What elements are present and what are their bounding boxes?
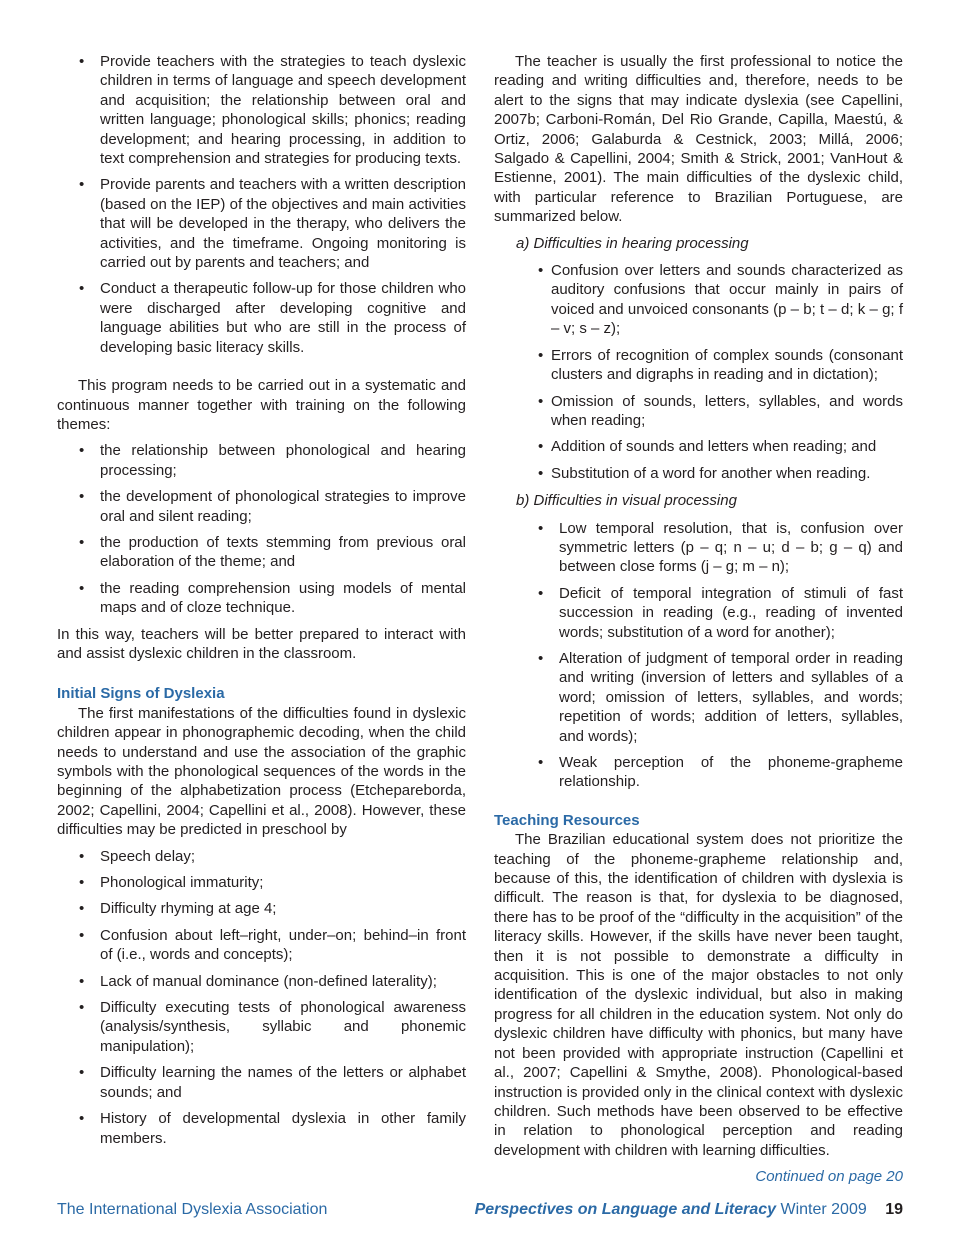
signs-bullet-list <box>57 847 466 1148</box>
right-column <box>494 52 903 1187</box>
list-item: • Difficulty rhyming at age 4; <box>57 899 466 918</box>
teaching-resources-paragraph: The Brazilian educational system does not prioritize the teaching of the phoneme-grapheme relationship and, because of this, the identification of children with dyslexia is difficult. The reason is that, for dyslexia to be diagnosed, there has to be proof of the “difficulty in the acquisition” of the literacy skills. However, if the skills have never been taught, then it is not possible to demonstrate a difficulty in acquisition. This is one of the major obstacles to not only identification of the dyslexic individual, but also in making progress for all children in the education system. Not only do dyslexic children have difficulty with phonics, but many have not been provided with appropriate instruction (Capellini et al., 2007; Capellini & Smythe, 2008). Phonological-based instruction is provided only in the clinical context with dyslexic children. Such methods have been observed to be effective in relation to phonological perception and reading development with children with learning difficulties. <box>494 831 903 1159</box>
list-item: • Omission of sounds, letters, syllables, and words when reading; <box>494 392 903 431</box>
continued-on-link[interactable]: Continued on page 20 <box>755 1168 903 1186</box>
list-item: • Addition of sounds and letters when reading; and <box>494 437 903 456</box>
list-item: • Errors of recognition of complex sounds (consonant clusters and digraphs in reading and in dictation); <box>494 346 903 385</box>
list-item: • Phonological immaturity; <box>57 873 466 892</box>
footer-organization: The International Dyslexia Association <box>57 1201 328 1218</box>
section-heading-initial-signs: Initial Signs of Dyslexia <box>57 685 225 703</box>
list-item: • Weak perception of the phoneme-grapheme relationship. <box>494 753 903 792</box>
hearing-bullet-list <box>494 261 903 483</box>
list-item: • the reading comprehension using models of mental maps and of cloze technique. <box>57 579 466 618</box>
list-item: • the production of texts stemming from previous oral elaboration of the theme; and <box>57 533 466 572</box>
program-paragraph: This program needs to be carried out in a systematic and continuous manner together with training on the following themes: <box>57 377 466 433</box>
subheading-hearing-processing: a) Difficulties in hearing processing <box>516 234 749 252</box>
list-item: • Lack of manual dominance (non-defined laterality); <box>57 972 466 991</box>
left-column <box>57 52 466 1155</box>
initial-signs-paragraph: The first manifestations of the difficulties found in dyslexic children appear in phonographemic decoding, when the child needs to understand and use the association of the graphic symbols with the phonological sequences of the words in the beginning of the alphabetization process (Etchepareborda, 2002; Capellini, 2004; Capellini et al., 2008). However, these difficulties may be predicted in preschool by <box>57 704 466 839</box>
list-item: • Alteration of judgment of temporal order in reading and writing (inversion of letters and syllables of a word; omission of letters, syllables, and words; repetition of words; addition of letters, syllables, and words); <box>494 649 903 746</box>
list-item: • Provide teachers with the strategies to teach dyslexic children in terms of language and speech development and acquisition; the relationship between oral and written language; phonological skills; phonics; reading development; and hearing processing, in addition to text comprehension and strategies for producing texts. <box>57 52 466 168</box>
list-item: • Low temporal resolution, that is, confusion over symmetric letters (p – q; n – u; d – b; g – q) and between close forms (j – g; m – n); <box>494 519 903 577</box>
list-item: • History of developmental dyslexia in other family members. <box>57 1109 466 1148</box>
list-item: • Confusion over letters and sounds characterized as auditory confusions that occur mainly in pairs of voiced and unvoiced consonants (p – b; t – d; k – g; f – v; s – z); <box>494 261 903 339</box>
page-number: 19 <box>885 1201 903 1218</box>
list-item: • Difficulty executing tests of phonological awareness (analysis/synthesis, syllabic and phonemic manipulation); <box>57 998 466 1056</box>
list-item: • Conduct a therapeutic follow-up for those children who were discharged after developing cognitive and language abilities but who are still in the process of developing basic literacy skills. <box>57 279 466 357</box>
teacher-notice-paragraph: The teacher is usually the first professional to notice the reading and writing difficulties and, therefore, needs to be alert to the signs that may indicate dyslexia (see Capellini, 2007b; Carboni-Román, Del Rio Grande, Capilla, Maestú, & Ortiz, 2006; Galaburda & Cestnick, 2003; Millá, 2006; Salgado & Capellini, 2004; Smith & Strick, 2001; VanHout & Estienne, 2001). The main difficulties of the dyslexic child, with particular reference to Brazilian Portuguese, are summarized below. <box>494 53 903 226</box>
subheading-visual-processing: b) Difficulties in visual processing <box>516 492 737 510</box>
list-item: • Deficit of temporal integration of stimuli of fast succession in reading (e.g., reading of invented words; substitution of a word for another); <box>494 584 903 642</box>
section-heading-teaching-resources: Teaching Resources <box>494 811 640 829</box>
footer-publication <box>475 1201 903 1219</box>
footer-journal-title: Perspectives on Language and Literacy <box>474 1201 777 1218</box>
footer-issue: Winter 2009 <box>780 1201 867 1218</box>
teacher-parent-bullet-list <box>57 52 466 357</box>
list-item: • the relationship between phonological and hearing processing; <box>57 441 466 480</box>
list-item: • Speech delay; <box>57 847 466 866</box>
visual-bullet-list <box>494 519 903 792</box>
themes-bullet-list <box>57 441 466 617</box>
list-item: • Difficulty learning the names of the letters or alphabet sounds; and <box>57 1063 466 1102</box>
list-item: • Confusion about left–right, under–on; behind–in front of (i.e., words and concepts); <box>57 926 466 965</box>
list-item: • the development of phonological strategies to improve oral and silent reading; <box>57 487 466 526</box>
list-item: • Provide parents and teachers with a written description (based on the IEP) of the objectives and main activities that will be developed in the therapy, who delivers the activities, and the timeframe. Ongoing monitoring is carried out by parents and teachers; and <box>57 175 466 272</box>
list-item: • Substitution of a word for another when reading. <box>494 464 903 483</box>
classroom-paragraph: In this way, teachers will be better prepared to interact with and assist dyslexic children in the classroom. <box>57 625 466 662</box>
